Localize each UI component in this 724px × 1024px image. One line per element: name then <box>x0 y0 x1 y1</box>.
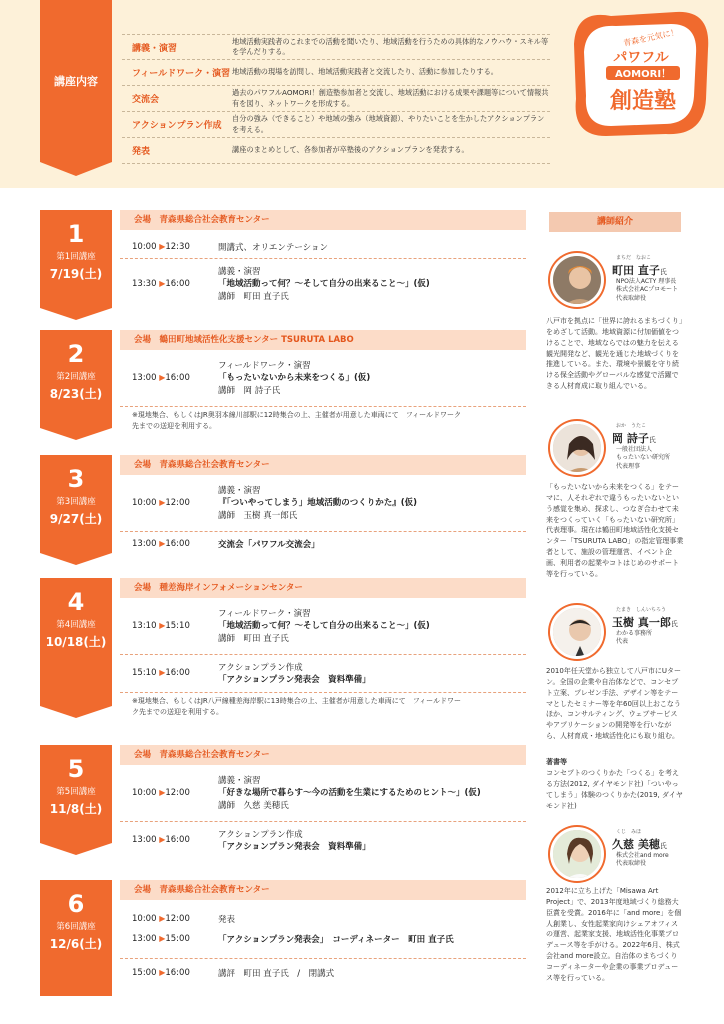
session-5-box <box>40 745 112 843</box>
divider <box>120 531 526 532</box>
outline-table <box>122 34 550 164</box>
lecturer-org: わかる事務所 代表 <box>616 630 653 646</box>
divider <box>120 958 526 959</box>
schedule-content: 講義・演習 『「ついやってしまう」地域活動のつくりかた』(仮) 講師 玉樹 真一郎氏 <box>218 486 418 521</box>
arrow-icon: ▶ <box>159 934 166 943</box>
time-range: 10:00 ▶12:00 <box>132 498 190 508</box>
session-number: 4 <box>67 588 85 616</box>
lecturer-name: 久慈 美穂氏 <box>612 838 667 851</box>
time-range: 15:10 ▶16:00 <box>132 668 190 678</box>
time-range: 13:00 ▶16:00 <box>132 539 190 549</box>
divider <box>120 692 526 693</box>
session-label: 第1回講座 <box>56 252 96 262</box>
lecturer-photo <box>550 253 604 307</box>
time-range: 10:00 ▶12:30 <box>132 242 190 252</box>
session-4-box <box>40 578 112 706</box>
badge-tagline: 青森を元気に！ <box>622 27 680 48</box>
schedule-content: 交流会「パワフル交流会」 <box>218 540 320 550</box>
session-arrow <box>40 706 112 718</box>
schedule-content: 開講式、オリエンテーション <box>218 243 328 253</box>
session-date: 12/6(土) <box>49 937 103 951</box>
outline-row-name: 講義・演習 <box>132 43 178 54</box>
lecturer-photo <box>550 421 604 475</box>
session-3-box <box>40 455 112 553</box>
session-date: 8/23(土) <box>49 387 103 401</box>
outline-row-desc: 地域活動の現場を訪問し、地域活動実践者と交流したり、活動に参加したりする。 <box>232 67 498 77</box>
lecturers-header: 講師紹介 <box>549 212 681 232</box>
arrow-icon: ▶ <box>159 968 166 977</box>
outline-row-desc: 地域活動実践者のこれまでの活動を聞いたり、地域活動を行うための具体的なノウハウ・スキル等を学んだりする。 <box>232 36 549 56</box>
lecturer-ruby: まちだ なおこ <box>616 255 652 261</box>
session-label: 第2回講座 <box>56 372 96 382</box>
lecturer-org: 株式会社and more 代表取締役 <box>616 852 669 868</box>
arrow-icon: ▶ <box>159 279 166 288</box>
session-date: 11/8(土) <box>49 802 103 816</box>
outline-row-name: 発表 <box>132 147 151 157</box>
divider <box>120 654 526 655</box>
schedule-content: 講義・演習 「好きな場所で暮らす〜今の活動を生業にするためのヒント〜」(仮) 講師 久慈 美穂氏 <box>218 776 481 811</box>
outline-row <box>122 86 550 112</box>
session-date: 9/27(土) <box>49 512 103 526</box>
lecturer-bio: 「もったいないから未来をつくる」をテーマに、人それぞれで違うもったいないという感覚を集め、探求し、つなぎ合わせて未来をつくっていく「もったいない研究所」代表理事。現在は鶴田町地域活性化支援センター「TSURUTA LABO」の指定管理事業者として、施設の管理運営、イベント企画、利用者の起業やコトはじめのサポート等を行っている。 <box>546 483 684 578</box>
time-range: 13:00 ▶16:00 <box>132 835 190 845</box>
schedule-content: 「アクションプラン発表会」 コーディネーター 町田 直子氏 <box>218 935 454 945</box>
lecturer-books-title: 著書等 <box>546 758 567 766</box>
schedule-content: アクションプラン作成 「アクションプラン発表会 資料準備」 <box>218 663 371 686</box>
session-venue: 会場 種差海岸インフォメーションセンター <box>120 578 526 598</box>
session-2-box <box>40 330 112 428</box>
outline-row-name: フィールドワーク・演習 <box>132 69 231 79</box>
session-venue: 会場 青森県総合社会教育センター <box>120 745 526 765</box>
outline-arrow <box>40 162 112 176</box>
arrow-icon: ▶ <box>159 539 166 548</box>
session-venue: 会場 青森県総合社会教育センター <box>120 880 526 900</box>
lecturer-ruby: おか うたこ <box>616 423 647 429</box>
session-venue: 会場 青森県総合社会教育センター <box>120 210 526 230</box>
session-label: 第6回講座 <box>56 922 96 932</box>
arrow-icon: ▶ <box>159 242 166 251</box>
arrow-icon: ▶ <box>159 621 166 630</box>
time-range: 13:10 ▶15:10 <box>132 621 190 631</box>
course-outline-section <box>0 0 724 188</box>
session-note: ※現地集合、もしくはJR奥羽本線川部駅に12時集合の上、主催者が用意した車両にて フィールドワーク先までの送迎を利用する。 <box>132 411 461 430</box>
outline-row-name: 交流会 <box>132 95 160 105</box>
schedule-content: フィールドワーク・演習 「地域活動って何？〜そして自分の出来ること〜」(仮) 講師 町田 直子氏 <box>218 609 430 644</box>
session-venue: 会場 鶴田町地域活性化支援センター TSURUTA LABO <box>120 330 526 350</box>
session-number: 5 <box>67 755 85 783</box>
schedule-content: 講評 町田 直子氏 / 閉講式 <box>218 969 335 979</box>
lecturer-books: コンセプトのつくりかた「つくる」を考える方法(2012, ダイヤモンド社)「ついやってしまう」体験のつくりかた(2019, ダイヤモンド社) <box>546 769 683 810</box>
schedule-content: フィールドワーク・演習 「もったいないから未来をつくる」(仮) 講師 岡 詩子氏 <box>218 361 371 396</box>
lecturer-ruby: くじ みほ <box>616 829 642 835</box>
lecturer-ruby: たまき しんいちろう <box>616 607 667 613</box>
outline-row <box>122 112 550 138</box>
lecturer-photo <box>550 827 604 881</box>
arrow-icon: ▶ <box>159 498 166 507</box>
lecturer-bio: 2010年任天堂から独立して八戸市にUターン。全国の企業や自治体などで、コンセプト立案、プレゼン手法、デザイン等をテーマとしたセミナー等を年60回以上おこなうほか、コンサルティング、ウェブサービスやアプリケーションの開発等を行いながら、人材育成・地域活性化にも取り組む。 <box>546 667 681 741</box>
outline-header: 講座内容 <box>40 0 112 162</box>
outline-row <box>122 138 550 164</box>
session-arrow <box>40 843 112 855</box>
lecturer-name: 町田 直子氏 <box>612 264 667 277</box>
divider <box>120 406 526 407</box>
session-arrow <box>40 428 112 440</box>
session-label: 第4回講座 <box>56 620 96 630</box>
time-range: 10:00 ▶12:00 <box>132 914 190 924</box>
arrow-icon: ▶ <box>159 668 166 677</box>
divider <box>120 258 526 259</box>
time-range: 13:00 ▶15:00 <box>132 934 190 944</box>
time-range: 15:00 ▶16:00 <box>132 968 190 978</box>
lecturer-photo <box>550 605 604 659</box>
session-label: 第3回講座 <box>56 497 96 507</box>
session-6-box <box>40 880 112 996</box>
time-range: 13:30 ▶16:00 <box>132 279 190 289</box>
divider <box>120 821 526 822</box>
outline-row <box>122 34 550 60</box>
session-1-box <box>40 210 112 308</box>
schedule-content: 講義・演習 「地域活動って何？〜そして自分の出来ること〜」(仮) 講師 町田 直子氏 <box>218 267 430 302</box>
outline-row-desc: 自分の強み（できること）や地域の強み（地域資源）、やりたいことを生かしたアクションプランを考える。 <box>232 114 545 134</box>
session-number: 1 <box>67 220 85 248</box>
badge-line2: AOMORI！ <box>614 69 672 80</box>
lecturer-name: 玉樹 真一郎氏 <box>612 616 678 629</box>
outline-row-desc: 講座のまとめとして、各参加者が卒塾後のアクションプランを発表する。 <box>232 145 469 155</box>
lecturer-org: 一般社団法人 もったいない研究所 代表理事 <box>616 446 671 470</box>
session-date: 7/19(土) <box>49 267 103 281</box>
outline-row-name: アクションプラン作成 <box>132 121 222 131</box>
arrow-icon: ▶ <box>159 914 166 923</box>
lecturer-bio: 八戸市を拠点に「世界に誇れるまちづくり」をめざして活動。地域資源に付加価値をつけることで、地域ならではの魅力を伝える観光開発など、観光を通じた地域づくりを推進している。また、環境や景観を守り続ける保全活動やグローバルな感覚で活躍できる人材育成に取り組んでいる。 <box>546 317 683 391</box>
session-number: 6 <box>67 890 85 918</box>
session-date: 10/18(土) <box>45 635 107 649</box>
program-logo-badge <box>566 4 716 144</box>
session-label: 第5回講座 <box>56 787 96 797</box>
time-range: 10:00 ▶12:00 <box>132 788 190 798</box>
session-arrow <box>40 553 112 565</box>
session-arrow <box>40 308 112 320</box>
session-note: ※現地集合、もしくはJR八戸線種差海岸駅に13時集合の上、主催者が用意した車両にて フィールドワーク先までの送迎を利用する。 <box>132 697 461 716</box>
lecturer-bio: 2012年に立ち上げた「Misawa Art Project」で、2013年度地域づくり総務大臣賞を受賞。2016年に「and more」を個人創業し、女性起業家向けシェアオフィスの運営、起業家支援、地域活性化事業プロデュース等を手がける。2022年6月、株式会社and more設立。自治体のまちづくりコーディネーターや企業の事業プロデュース等を行っている。 <box>546 887 682 982</box>
time-range: 13:00 ▶16:00 <box>132 373 190 383</box>
schedule-content: アクションプラン作成 「アクションプラン発表会 資料準備」 <box>218 830 371 853</box>
lecturer-name: 岡 詩子氏 <box>612 432 656 445</box>
badge-line1: パワフル <box>613 50 669 66</box>
arrow-icon: ▶ <box>159 835 166 844</box>
schedule-content: 発表 <box>218 915 236 925</box>
arrow-icon: ▶ <box>159 373 166 382</box>
outline-row <box>122 60 550 86</box>
badge-line3: 創造塾 <box>609 89 677 114</box>
session-number: 2 <box>67 340 85 368</box>
session-venue: 会場 青森県総合社会教育センター <box>120 455 526 475</box>
outline-row-desc: 過去のパワフルAOMORI！創造塾参加者と交流し、地域活動における成果や課題等について情報共有を図り、ネットワークを形成する。 <box>232 88 549 108</box>
session-number: 3 <box>67 465 85 493</box>
lecturer-org: NPO法人ACTY 理事長 株式会社ACプロモート 代表取締役 <box>616 278 678 302</box>
arrow-icon: ▶ <box>159 788 166 797</box>
